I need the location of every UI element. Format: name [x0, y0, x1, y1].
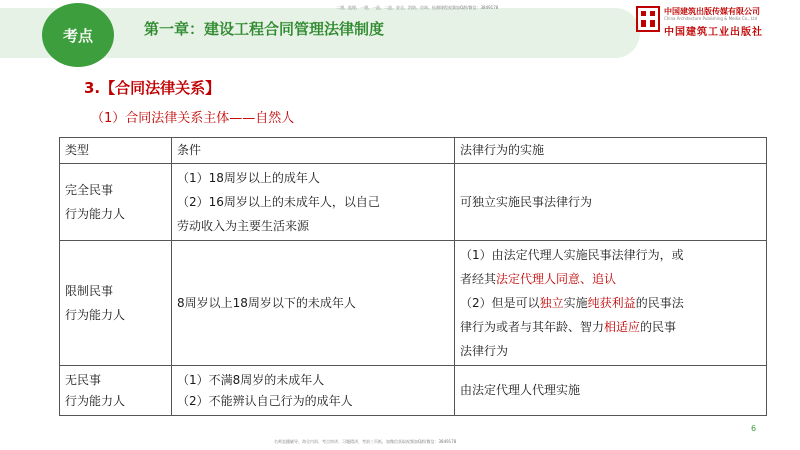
highlight-text: 相适应: [604, 320, 641, 334]
type-cell: 无民事 行为能力人: [60, 366, 172, 416]
type-cell: 限制民事 行为能力人: [60, 241, 172, 366]
action-cell: （1）由法定代理人实施民事法律行为，或 者经其法定代理人同意、追认 （2）但是可以独立实施纯获利益的民事法 律行为或者与其年龄、智力相适应的民事 法律行为: [455, 241, 767, 366]
table-row: [60, 366, 767, 416]
publisher-logo: [636, 4, 794, 40]
action-cell: 由法定代理人代理实施: [455, 366, 767, 416]
action-cell: 可独立实施民事法律行为: [455, 164, 767, 241]
top-notice: 二建、监理、一建、一造、二造、安全、消防、咨询、检测课程视频加Q群/微信：3849178: [336, 5, 499, 10]
highlight-text: 法定代理人同意、追认: [496, 272, 617, 286]
table-header-row: [60, 138, 767, 164]
section-subtitle: （1）合同法律关系主体——自然人: [91, 111, 295, 126]
highlight-text: 纯获利益: [587, 296, 636, 310]
condition-cell: 8周岁以上18周岁以下的未成年人: [172, 241, 455, 366]
table-row: [60, 164, 767, 241]
section-title: 3.【合同法律关系】: [84, 79, 221, 97]
publisher-mark-icon: [636, 6, 660, 32]
kaodian-badge: 考点: [42, 3, 114, 67]
table-row: [60, 241, 767, 366]
legal-subject-table: [59, 137, 767, 416]
condition-cell: （1）不满8周岁的未成年人 （2）不能辨认自己行为的成年人: [172, 366, 455, 416]
type-cell: 完全民事 行为能力人: [60, 164, 172, 241]
header-action: 法律行为的实施: [455, 138, 767, 164]
condition-cell: （1）18周岁以上的成年人 （2）16周岁以上的未成年人，以自己 劳动收入为主要生活来源: [172, 164, 455, 241]
page-number: 6: [751, 424, 757, 433]
header-condition: 条件: [172, 138, 455, 164]
publisher-calligraphy: 中国建筑工业出版社: [664, 27, 763, 38]
bottom-notice: 名师直播辅导、命全内训、考点串讲、习题精讲、考前三页纸，加微信获取视频加Q群/微信：3849178: [274, 439, 457, 444]
chapter-title: 第一章：建设工程合同管理法律制度: [144, 20, 385, 38]
highlight-text: 独立: [539, 296, 564, 310]
publisher-en-name: China Architecture Publishing & Media Co., Ltd: [664, 16, 758, 21]
publisher-cn-name: 中国建筑出版传媒有限公司: [664, 7, 760, 16]
header-type: 类型: [60, 138, 172, 164]
